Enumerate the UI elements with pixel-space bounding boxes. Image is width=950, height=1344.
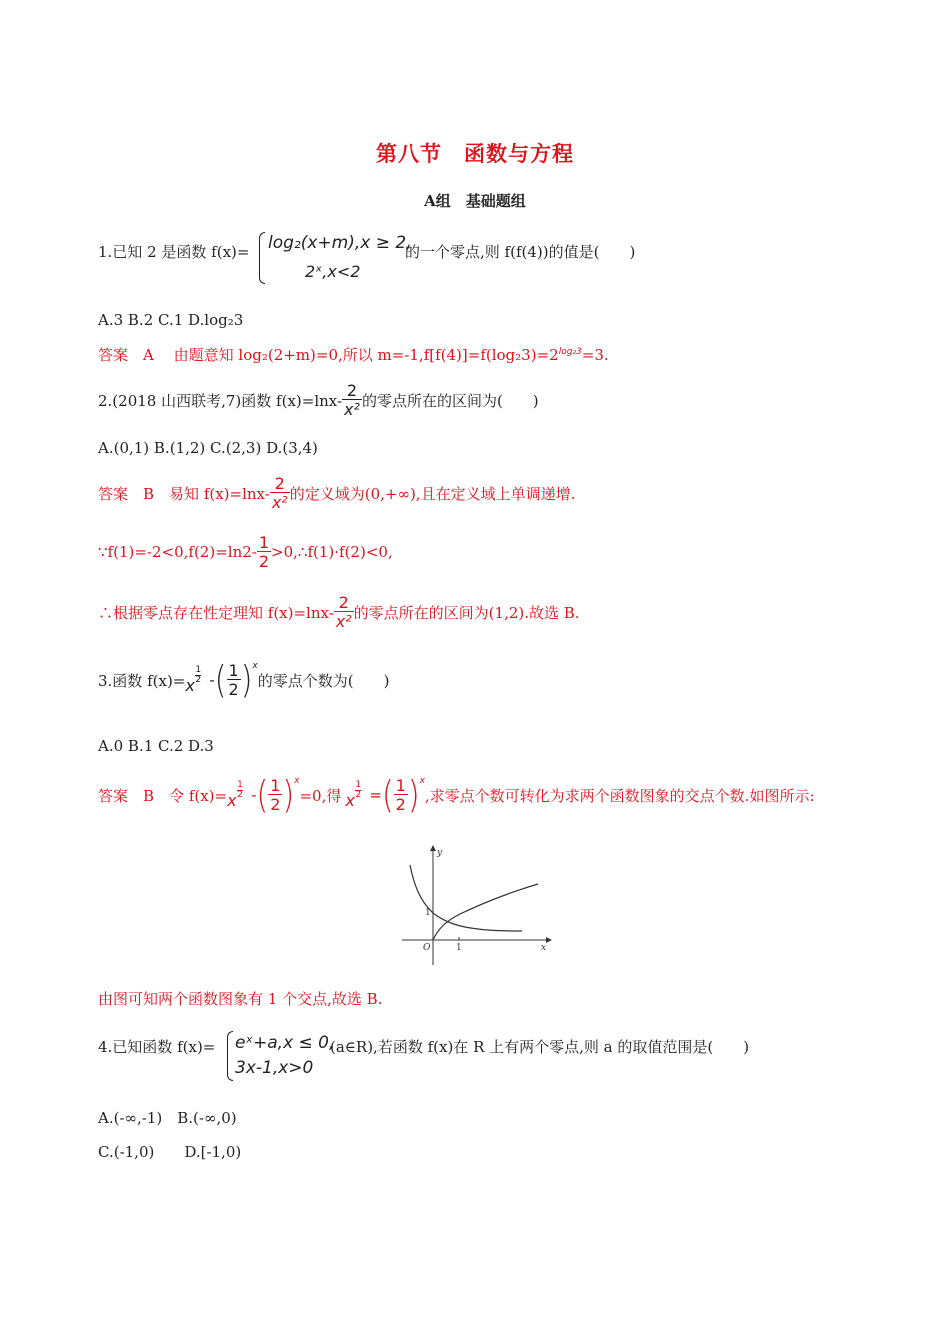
q2-prefix: 2.(2018 山西联考,7)函数 f(x)=lnx-: [98, 391, 343, 410]
a3-line: 答案 B 令 f(x)= x 1 2 - ( $\frac{1}{2}$ ) $^x$ =0,得 x 1 2 = ( $\frac{1}{2}$ ) $^x$ ,求零点个数可转化为求两个函数图象的交点个数.如图所示:: [98, 773, 815, 817]
a3-power-term-1: x 1 2: [227, 780, 243, 810]
q2-suffix: 的零点所在的区间为( ): [361, 391, 539, 410]
a2-line1-b: 的定义域为(0,+∞),且在定义域上单调递增.: [289, 484, 576, 503]
a2-line2-b: >0,∴f(1)·f(2)<0,: [271, 543, 393, 561]
a2-fraction-1: [270, 473, 290, 512]
a2-line2-a: ∵f(1)=-2<0,f(2)=ln2-: [98, 543, 257, 561]
section-subtitle: A组 基础题组: [424, 192, 526, 210]
q1-options: A.3 B.2 C.1 D.log₂3: [98, 311, 244, 329]
q2-options: A.(0,1) B.(1,2) C.(2,3) D.(3,4): [98, 439, 318, 457]
a3-power-term-2: x 1 2: [345, 780, 362, 810]
y-axis-arrow: [430, 845, 436, 851]
x-axis-arrow: [546, 937, 552, 943]
a2-frac1-num: 2: [274, 473, 285, 493]
q2-line: [98, 378, 539, 422]
function-graph-figure: [398, 843, 554, 969]
a3-text-c: ,求零点个数可转化为求两个函数图象的交点个数.如图所示:: [424, 786, 815, 805]
q3-power-term: x 1 2: [185, 665, 202, 695]
a1-line: [98, 344, 609, 365]
a2-frac1-den: x²: [271, 492, 288, 512]
q4-options-row1: A.(-∞,-1) B.(-∞,0): [98, 1109, 237, 1127]
a2-half: [257, 532, 271, 571]
a2-label: 答案 B: [98, 484, 155, 503]
curve-half-power-x: [410, 865, 522, 931]
a2-frac3-den: x²: [335, 611, 352, 631]
a2-fraction-3: [334, 592, 354, 631]
q3-suffix: 的零点个数为( ): [257, 671, 390, 690]
a3-text-b: =0,得: [299, 786, 342, 805]
q2-frac-num: 2: [346, 380, 358, 400]
a2-half-num: 1: [258, 532, 270, 552]
q2-frac-den: x²: [344, 399, 360, 419]
page-title: 第八节 函数与方程: [376, 141, 574, 166]
y-axis-label: y: [437, 848, 443, 858]
q4-case2: 3x-1,x>0: [235, 1058, 314, 1078]
y-tick-label-1: 1: [425, 908, 431, 918]
a2-frac3-num: 2: [338, 592, 349, 612]
a2-line3-a: ∴根据零点存在性定理知 f(x)=lnx-: [98, 603, 334, 622]
q1-brace: [259, 232, 265, 284]
q1-suffix: 的一个零点,则 f(f(4))的值是( ): [405, 243, 636, 261]
q4-options-row2: C.(-1,0) D.[-1,0): [98, 1143, 242, 1161]
a2-line1: [98, 471, 575, 515]
a2-line3-b: 的零点所在的区间为(1,2).故选 B.: [353, 603, 580, 622]
curve-sqrt-x: [433, 884, 538, 940]
a1-label: 答案 A: [98, 346, 154, 364]
a2-line2: [98, 530, 393, 574]
a3-conclusion: 由图可知两个函数图象有 1 个交点,故选 B.: [98, 990, 383, 1008]
q1-case1: log₂(x+m),x ≥ 2,: [268, 233, 412, 253]
a2-line1-a: 易知 f(x)=lnx-: [169, 484, 270, 503]
q4-brace: [227, 1031, 233, 1081]
q2-fraction: [342, 380, 362, 419]
q3-line: 3.函数 f(x)= x 1 2 - ( $\frac{1}{2}$ ) $^x$ 的零点个数为( ): [98, 658, 390, 702]
q4-case1: eˣ+a,x ≤ 0,: [235, 1033, 335, 1053]
a1-text-b: =3.: [581, 346, 609, 364]
q1-prefix: 1.已知 2 是函数 f(x)=: [98, 243, 250, 261]
a1-exponent: log₂3: [558, 347, 582, 357]
x-tick-label-1: 1: [456, 943, 462, 953]
q1-case2: 2ˣ,x<2: [305, 262, 361, 281]
x-axis-label: x: [541, 943, 547, 953]
a2-half-den: 2: [258, 551, 270, 571]
a2-line3: [98, 590, 580, 634]
origin-label: O: [423, 943, 431, 953]
a1-text-a: 由题意知 log₂(2+m)=0,所以 m=-1,f[f(4)]=f(log₂3)=2: [173, 346, 559, 364]
q4-suffix: (a∈R),若函数 f(x)在 R 上有两个零点,则 a 的取值范围是( ): [330, 1038, 750, 1056]
q3-options: A.0 B.1 C.2 D.3: [98, 737, 214, 755]
q3-prefix: 3.函数 f(x)=: [98, 671, 186, 690]
a3-label: 答案 B: [98, 786, 155, 805]
a3-text-a: 令 f(x)=: [169, 786, 228, 805]
q4-prefix: 4.已知函数 f(x)=: [98, 1038, 216, 1056]
